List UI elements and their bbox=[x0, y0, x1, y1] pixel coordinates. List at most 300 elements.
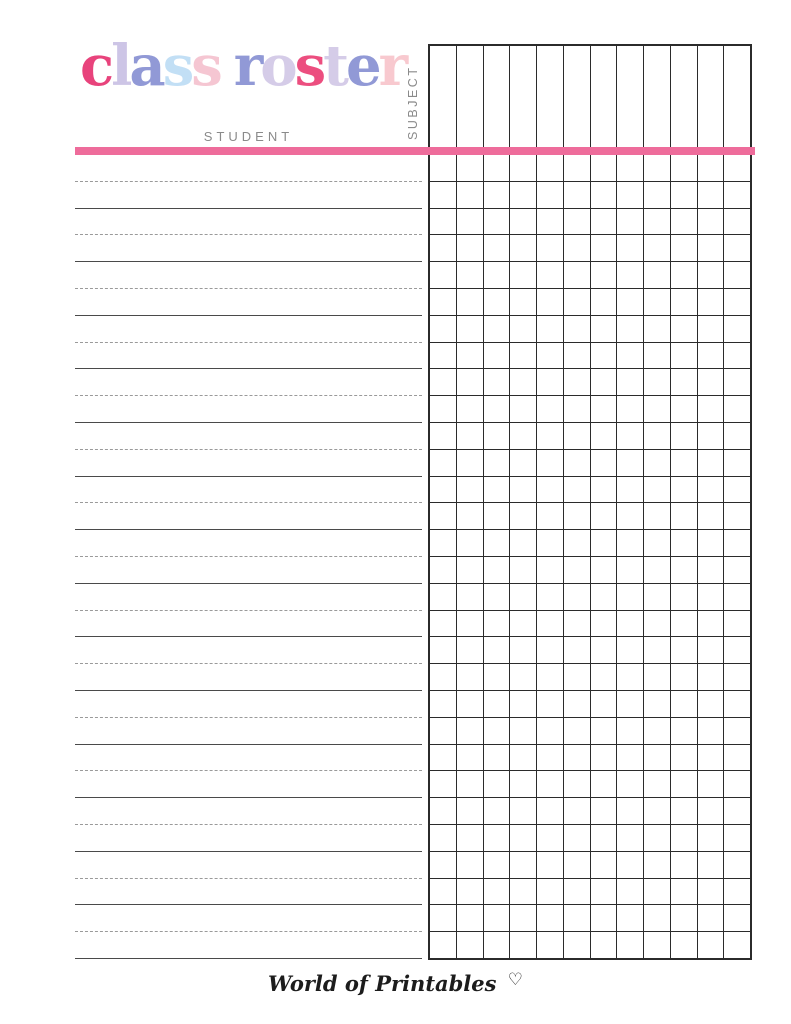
grade-cell[interactable] bbox=[430, 637, 457, 663]
grade-cell[interactable] bbox=[537, 503, 564, 529]
grade-cell[interactable] bbox=[617, 879, 644, 905]
student-name-row[interactable] bbox=[75, 262, 422, 289]
grade-cell[interactable] bbox=[564, 664, 591, 690]
grade-cell[interactable] bbox=[724, 879, 750, 905]
grade-cell[interactable] bbox=[457, 905, 484, 931]
grade-cell[interactable] bbox=[484, 852, 511, 878]
grade-cell[interactable] bbox=[564, 879, 591, 905]
grade-cell[interactable] bbox=[591, 343, 618, 369]
grade-cell[interactable] bbox=[591, 289, 618, 315]
grade-cell[interactable] bbox=[537, 262, 564, 288]
grade-cell[interactable] bbox=[591, 771, 618, 797]
grade-cell[interactable] bbox=[510, 182, 537, 208]
grade-cell[interactable] bbox=[644, 905, 671, 931]
grade-cell[interactable] bbox=[644, 262, 671, 288]
grade-cell[interactable] bbox=[564, 905, 591, 931]
grade-cell[interactable] bbox=[591, 584, 618, 610]
grade-cell[interactable] bbox=[698, 262, 725, 288]
grade-cell[interactable] bbox=[510, 289, 537, 315]
student-name-row[interactable] bbox=[75, 879, 422, 906]
grade-cell[interactable] bbox=[510, 745, 537, 771]
grade-cell[interactable] bbox=[671, 289, 698, 315]
student-name-row[interactable] bbox=[75, 477, 422, 504]
grade-cell[interactable] bbox=[671, 771, 698, 797]
grade-cell[interactable] bbox=[537, 343, 564, 369]
grade-cell[interactable] bbox=[724, 584, 750, 610]
grade-cell[interactable] bbox=[644, 155, 671, 181]
grade-cell[interactable] bbox=[644, 423, 671, 449]
grade-cell[interactable] bbox=[698, 932, 725, 958]
grade-cell[interactable] bbox=[591, 477, 618, 503]
grade-cell[interactable] bbox=[724, 718, 750, 744]
grade-cell[interactable] bbox=[537, 530, 564, 556]
grade-cell[interactable] bbox=[564, 611, 591, 637]
grade-cell[interactable] bbox=[698, 771, 725, 797]
student-name-row[interactable] bbox=[75, 343, 422, 370]
student-name-row[interactable] bbox=[75, 637, 422, 664]
grade-cell[interactable] bbox=[484, 771, 511, 797]
student-name-row[interactable] bbox=[75, 503, 422, 530]
grade-cell[interactable] bbox=[644, 530, 671, 556]
grade-cell[interactable] bbox=[430, 369, 457, 395]
grade-cell[interactable] bbox=[430, 718, 457, 744]
grade-cell[interactable] bbox=[430, 798, 457, 824]
grade-cell[interactable] bbox=[484, 503, 511, 529]
grade-cell[interactable] bbox=[457, 664, 484, 690]
grade-cell[interactable] bbox=[564, 209, 591, 235]
grade-cell[interactable] bbox=[617, 932, 644, 958]
grade-cell[interactable] bbox=[510, 932, 537, 958]
grade-cell[interactable] bbox=[591, 825, 618, 851]
grade-cell[interactable] bbox=[591, 396, 618, 422]
grade-cell[interactable] bbox=[537, 611, 564, 637]
grade-cell[interactable] bbox=[484, 396, 511, 422]
grade-cell[interactable] bbox=[617, 182, 644, 208]
grade-cell[interactable] bbox=[671, 905, 698, 931]
grade-cell[interactable] bbox=[591, 691, 618, 717]
grade-cell[interactable] bbox=[484, 369, 511, 395]
grade-cell[interactable] bbox=[430, 262, 457, 288]
grade-cell[interactable] bbox=[537, 771, 564, 797]
grade-cell[interactable] bbox=[537, 155, 564, 181]
grade-cell[interactable] bbox=[644, 182, 671, 208]
grade-cell[interactable] bbox=[617, 557, 644, 583]
grade-cell[interactable] bbox=[484, 343, 511, 369]
subject-header-cell[interactable] bbox=[457, 46, 484, 154]
grade-cell[interactable] bbox=[724, 450, 750, 476]
grade-cell[interactable] bbox=[724, 155, 750, 181]
grade-cell[interactable] bbox=[457, 289, 484, 315]
grade-cell[interactable] bbox=[510, 879, 537, 905]
grade-cell[interactable] bbox=[510, 477, 537, 503]
grade-cell[interactable] bbox=[457, 423, 484, 449]
student-name-row[interactable] bbox=[75, 450, 422, 477]
grade-cell[interactable] bbox=[537, 798, 564, 824]
grade-cell[interactable] bbox=[591, 637, 618, 663]
grade-cell[interactable] bbox=[564, 423, 591, 449]
grade-cell[interactable] bbox=[724, 369, 750, 395]
grade-cell[interactable] bbox=[698, 450, 725, 476]
grade-cell[interactable] bbox=[564, 825, 591, 851]
grade-cell[interactable] bbox=[617, 664, 644, 690]
grade-cell[interactable] bbox=[484, 879, 511, 905]
grade-cell[interactable] bbox=[510, 343, 537, 369]
grade-cell[interactable] bbox=[537, 450, 564, 476]
grade-cell[interactable] bbox=[671, 584, 698, 610]
grade-cell[interactable] bbox=[457, 879, 484, 905]
grade-cell[interactable] bbox=[564, 691, 591, 717]
grade-cell[interactable] bbox=[698, 798, 725, 824]
grade-cell[interactable] bbox=[537, 825, 564, 851]
grade-cell[interactable] bbox=[484, 664, 511, 690]
grade-cell[interactable] bbox=[671, 235, 698, 261]
grade-cell[interactable] bbox=[724, 611, 750, 637]
grade-cell[interactable] bbox=[484, 932, 511, 958]
grade-cell[interactable] bbox=[591, 879, 618, 905]
grade-cell[interactable] bbox=[644, 932, 671, 958]
grade-cell[interactable] bbox=[644, 503, 671, 529]
grade-cell[interactable] bbox=[698, 611, 725, 637]
grade-cell[interactable] bbox=[698, 343, 725, 369]
grade-cell[interactable] bbox=[537, 637, 564, 663]
grade-cell[interactable] bbox=[698, 503, 725, 529]
grade-cell[interactable] bbox=[510, 396, 537, 422]
subject-header-cell[interactable] bbox=[591, 46, 618, 154]
grade-cell[interactable] bbox=[537, 718, 564, 744]
student-name-row[interactable] bbox=[75, 235, 422, 262]
grade-cell[interactable] bbox=[564, 316, 591, 342]
grade-cell[interactable] bbox=[591, 262, 618, 288]
grade-cell[interactable] bbox=[430, 745, 457, 771]
student-name-row[interactable] bbox=[75, 289, 422, 316]
grade-cell[interactable] bbox=[698, 289, 725, 315]
subject-header-cell[interactable] bbox=[537, 46, 564, 154]
grade-cell[interactable] bbox=[617, 316, 644, 342]
grade-cell[interactable] bbox=[484, 530, 511, 556]
grade-cell[interactable] bbox=[430, 155, 457, 181]
grade-cell[interactable] bbox=[591, 932, 618, 958]
grade-cell[interactable] bbox=[698, 557, 725, 583]
grade-cell[interactable] bbox=[698, 530, 725, 556]
grade-cell[interactable] bbox=[698, 905, 725, 931]
grade-cell[interactable] bbox=[537, 745, 564, 771]
grade-cell[interactable] bbox=[564, 745, 591, 771]
student-name-row[interactable] bbox=[75, 691, 422, 718]
grade-cell[interactable] bbox=[617, 637, 644, 663]
grade-cell[interactable] bbox=[644, 450, 671, 476]
grade-cell[interactable] bbox=[484, 450, 511, 476]
grade-cell[interactable] bbox=[430, 182, 457, 208]
grade-cell[interactable] bbox=[591, 369, 618, 395]
grade-cell[interactable] bbox=[430, 584, 457, 610]
grade-cell[interactable] bbox=[457, 182, 484, 208]
grade-cell[interactable] bbox=[644, 611, 671, 637]
grade-cell[interactable] bbox=[457, 369, 484, 395]
grade-cell[interactable] bbox=[671, 209, 698, 235]
grade-cell[interactable] bbox=[564, 343, 591, 369]
grade-cell[interactable] bbox=[617, 343, 644, 369]
grade-cell[interactable] bbox=[430, 209, 457, 235]
grade-cell[interactable] bbox=[537, 852, 564, 878]
grade-cell[interactable] bbox=[671, 182, 698, 208]
grade-cell[interactable] bbox=[484, 637, 511, 663]
grade-cell[interactable] bbox=[430, 343, 457, 369]
grade-cell[interactable] bbox=[510, 852, 537, 878]
grade-cell[interactable] bbox=[671, 530, 698, 556]
grade-cell[interactable] bbox=[484, 611, 511, 637]
grade-cell[interactable] bbox=[564, 584, 591, 610]
grade-cell[interactable] bbox=[484, 584, 511, 610]
grade-cell[interactable] bbox=[510, 637, 537, 663]
grade-cell[interactable] bbox=[484, 182, 511, 208]
grade-cell[interactable] bbox=[617, 289, 644, 315]
grade-cell[interactable] bbox=[671, 396, 698, 422]
grade-cell[interactable] bbox=[591, 316, 618, 342]
grade-cell[interactable] bbox=[724, 825, 750, 851]
grade-cell[interactable] bbox=[671, 316, 698, 342]
student-name-row[interactable] bbox=[75, 557, 422, 584]
grade-cell[interactable] bbox=[537, 423, 564, 449]
grade-cell[interactable] bbox=[671, 745, 698, 771]
grade-cell[interactable] bbox=[644, 691, 671, 717]
grade-cell[interactable] bbox=[617, 369, 644, 395]
grade-cell[interactable] bbox=[698, 637, 725, 663]
grade-cell[interactable] bbox=[617, 155, 644, 181]
grade-cell[interactable] bbox=[510, 557, 537, 583]
grade-cell[interactable] bbox=[724, 691, 750, 717]
grade-cell[interactable] bbox=[671, 879, 698, 905]
grade-cell[interactable] bbox=[510, 584, 537, 610]
grade-cell[interactable] bbox=[430, 664, 457, 690]
grade-cell[interactable] bbox=[430, 852, 457, 878]
grade-cell[interactable] bbox=[484, 477, 511, 503]
grade-cell[interactable] bbox=[430, 423, 457, 449]
grade-cell[interactable] bbox=[591, 503, 618, 529]
grade-cell[interactable] bbox=[617, 450, 644, 476]
grade-cell[interactable] bbox=[537, 396, 564, 422]
grade-cell[interactable] bbox=[591, 852, 618, 878]
grade-cell[interactable] bbox=[510, 209, 537, 235]
grade-cell[interactable] bbox=[484, 316, 511, 342]
grade-cell[interactable] bbox=[617, 396, 644, 422]
subject-header-cell[interactable] bbox=[484, 46, 511, 154]
grade-cell[interactable] bbox=[564, 852, 591, 878]
grade-cell[interactable] bbox=[457, 235, 484, 261]
student-name-row[interactable] bbox=[75, 664, 422, 691]
grade-cell[interactable] bbox=[457, 771, 484, 797]
grade-cell[interactable] bbox=[457, 209, 484, 235]
grade-cell[interactable] bbox=[644, 825, 671, 851]
grade-cell[interactable] bbox=[430, 879, 457, 905]
grade-cell[interactable] bbox=[671, 637, 698, 663]
grade-cell[interactable] bbox=[644, 477, 671, 503]
grade-cell[interactable] bbox=[591, 557, 618, 583]
student-name-row[interactable] bbox=[75, 932, 422, 959]
grade-cell[interactable] bbox=[617, 209, 644, 235]
grade-cell[interactable] bbox=[698, 664, 725, 690]
student-name-row[interactable] bbox=[75, 396, 422, 423]
grade-cell[interactable] bbox=[591, 209, 618, 235]
grade-cell[interactable] bbox=[698, 584, 725, 610]
grade-cell[interactable] bbox=[591, 450, 618, 476]
grade-cell[interactable] bbox=[564, 155, 591, 181]
grade-cell[interactable] bbox=[484, 262, 511, 288]
grade-cell[interactable] bbox=[537, 584, 564, 610]
grade-cell[interactable] bbox=[671, 611, 698, 637]
grade-cell[interactable] bbox=[698, 155, 725, 181]
grade-cell[interactable] bbox=[698, 879, 725, 905]
grade-cell[interactable] bbox=[430, 905, 457, 931]
grade-cell[interactable] bbox=[484, 155, 511, 181]
student-name-row[interactable] bbox=[75, 369, 422, 396]
grade-cell[interactable] bbox=[430, 289, 457, 315]
grade-cell[interactable] bbox=[644, 316, 671, 342]
grade-cell[interactable] bbox=[591, 745, 618, 771]
grade-cell[interactable] bbox=[457, 718, 484, 744]
grade-cell[interactable] bbox=[617, 718, 644, 744]
grade-cell[interactable] bbox=[617, 691, 644, 717]
grade-cell[interactable] bbox=[671, 798, 698, 824]
grade-cell[interactable] bbox=[724, 637, 750, 663]
grade-cell[interactable] bbox=[510, 262, 537, 288]
grade-cell[interactable] bbox=[510, 235, 537, 261]
student-name-row[interactable] bbox=[75, 530, 422, 557]
grade-cell[interactable] bbox=[724, 396, 750, 422]
grade-cell[interactable] bbox=[644, 396, 671, 422]
grade-cell[interactable] bbox=[510, 369, 537, 395]
grade-cell[interactable] bbox=[698, 718, 725, 744]
grade-cell[interactable] bbox=[510, 798, 537, 824]
grade-cell[interactable] bbox=[430, 530, 457, 556]
grade-cell[interactable] bbox=[698, 235, 725, 261]
student-name-row[interactable] bbox=[75, 825, 422, 852]
student-name-row[interactable] bbox=[75, 209, 422, 236]
grade-cell[interactable] bbox=[430, 396, 457, 422]
grade-cell[interactable] bbox=[617, 745, 644, 771]
grade-cell[interactable] bbox=[537, 879, 564, 905]
grade-cell[interactable] bbox=[564, 932, 591, 958]
grade-cell[interactable] bbox=[510, 530, 537, 556]
grade-cell[interactable] bbox=[698, 691, 725, 717]
grade-cell[interactable] bbox=[591, 664, 618, 690]
subject-header-cell[interactable] bbox=[430, 46, 457, 154]
grade-cell[interactable] bbox=[644, 852, 671, 878]
grade-cell[interactable] bbox=[724, 557, 750, 583]
subject-header-cell[interactable] bbox=[724, 46, 750, 154]
grade-cell[interactable] bbox=[537, 477, 564, 503]
grade-cell[interactable] bbox=[537, 557, 564, 583]
grade-cell[interactable] bbox=[564, 637, 591, 663]
grade-cell[interactable] bbox=[430, 477, 457, 503]
grade-cell[interactable] bbox=[591, 423, 618, 449]
grade-cell[interactable] bbox=[724, 745, 750, 771]
grade-cell[interactable] bbox=[644, 664, 671, 690]
grade-cell[interactable] bbox=[457, 503, 484, 529]
grade-cell[interactable] bbox=[724, 423, 750, 449]
grade-cell[interactable] bbox=[484, 798, 511, 824]
grade-cell[interactable] bbox=[564, 289, 591, 315]
grade-cell[interactable] bbox=[644, 771, 671, 797]
grade-cell[interactable] bbox=[644, 879, 671, 905]
grade-cell[interactable] bbox=[457, 932, 484, 958]
grade-cell[interactable] bbox=[617, 852, 644, 878]
grade-cell[interactable] bbox=[724, 209, 750, 235]
grade-cell[interactable] bbox=[617, 798, 644, 824]
grade-cell[interactable] bbox=[591, 718, 618, 744]
student-name-row[interactable] bbox=[75, 852, 422, 879]
grade-cell[interactable] bbox=[724, 798, 750, 824]
grade-cell[interactable] bbox=[510, 691, 537, 717]
grade-cell[interactable] bbox=[430, 691, 457, 717]
grade-cell[interactable] bbox=[724, 852, 750, 878]
grade-cell[interactable] bbox=[698, 477, 725, 503]
subject-header-cell[interactable] bbox=[698, 46, 725, 154]
subject-header-cell[interactable] bbox=[564, 46, 591, 154]
grade-cell[interactable] bbox=[564, 182, 591, 208]
subject-header-cell[interactable] bbox=[644, 46, 671, 154]
grade-cell[interactable] bbox=[510, 450, 537, 476]
student-name-row[interactable] bbox=[75, 771, 422, 798]
grade-cell[interactable] bbox=[510, 503, 537, 529]
grade-cell[interactable] bbox=[698, 852, 725, 878]
grade-cell[interactable] bbox=[617, 584, 644, 610]
grade-cell[interactable] bbox=[671, 718, 698, 744]
grade-cell[interactable] bbox=[537, 316, 564, 342]
grade-cell[interactable] bbox=[617, 825, 644, 851]
grade-cell[interactable] bbox=[671, 691, 698, 717]
grade-cell[interactable] bbox=[564, 771, 591, 797]
grade-cell[interactable] bbox=[591, 611, 618, 637]
grade-cell[interactable] bbox=[430, 503, 457, 529]
grade-cell[interactable] bbox=[457, 155, 484, 181]
grade-cell[interactable] bbox=[430, 771, 457, 797]
subject-header-cell[interactable] bbox=[617, 46, 644, 154]
grade-cell[interactable] bbox=[591, 155, 618, 181]
grade-cell[interactable] bbox=[430, 557, 457, 583]
student-name-row[interactable] bbox=[75, 182, 422, 209]
grade-cell[interactable] bbox=[724, 316, 750, 342]
grade-cell[interactable] bbox=[484, 423, 511, 449]
student-name-row[interactable] bbox=[75, 745, 422, 772]
grade-cell[interactable] bbox=[617, 423, 644, 449]
grade-cell[interactable] bbox=[671, 369, 698, 395]
grade-cell[interactable] bbox=[617, 611, 644, 637]
grade-cell[interactable] bbox=[724, 905, 750, 931]
grade-cell[interactable] bbox=[698, 825, 725, 851]
grade-cell[interactable] bbox=[457, 611, 484, 637]
grade-cell[interactable] bbox=[671, 503, 698, 529]
grade-cell[interactable] bbox=[510, 664, 537, 690]
grade-cell[interactable] bbox=[430, 611, 457, 637]
grade-cell[interactable] bbox=[510, 155, 537, 181]
grade-cell[interactable] bbox=[430, 932, 457, 958]
grade-cell[interactable] bbox=[698, 423, 725, 449]
student-name-row[interactable] bbox=[75, 423, 422, 450]
grade-cell[interactable] bbox=[671, 423, 698, 449]
grade-cell[interactable] bbox=[724, 289, 750, 315]
grade-cell[interactable] bbox=[671, 477, 698, 503]
grade-cell[interactable] bbox=[564, 369, 591, 395]
grade-cell[interactable] bbox=[537, 905, 564, 931]
grade-cell[interactable] bbox=[537, 235, 564, 261]
grade-cell[interactable] bbox=[644, 557, 671, 583]
grade-cell[interactable] bbox=[537, 369, 564, 395]
grade-cell[interactable] bbox=[484, 209, 511, 235]
grade-cell[interactable] bbox=[724, 932, 750, 958]
grade-cell[interactable] bbox=[564, 450, 591, 476]
subject-header-cell[interactable] bbox=[510, 46, 537, 154]
grade-cell[interactable] bbox=[591, 905, 618, 931]
